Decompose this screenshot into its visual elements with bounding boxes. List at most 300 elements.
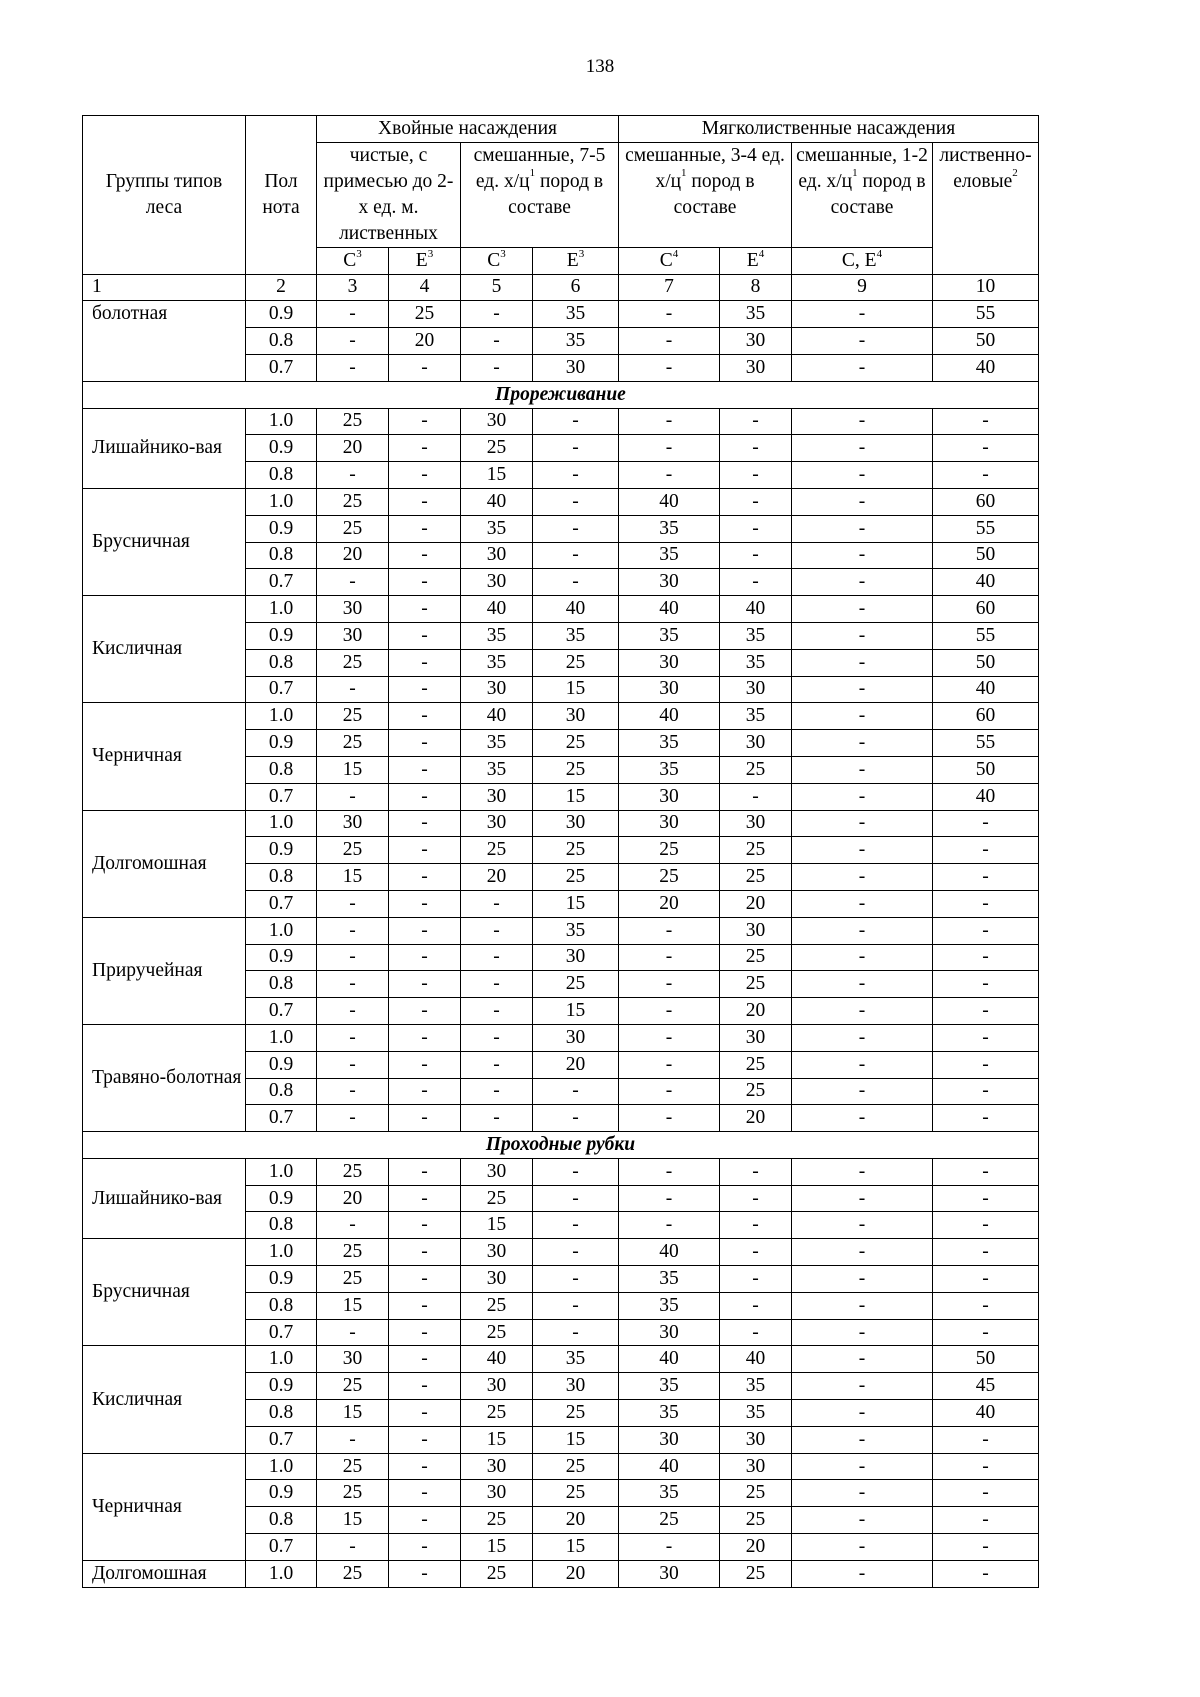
table-cell: -: [792, 1212, 933, 1239]
table-cell: 15: [317, 1507, 389, 1534]
table-cell: 35: [461, 515, 533, 542]
table-cell: -: [720, 435, 792, 462]
table-cell: -: [389, 998, 461, 1025]
table-cell: 25: [461, 435, 533, 462]
table-cell: 40: [619, 1346, 720, 1373]
table-cell: -: [461, 1051, 533, 1078]
table-cell: 30: [317, 810, 389, 837]
table-cell: -: [389, 1158, 461, 1185]
table-cell: -: [933, 890, 1039, 917]
table-cell: -: [792, 301, 933, 328]
table-cell: -: [533, 515, 619, 542]
table-cell: -: [720, 1239, 792, 1266]
table-cell: -: [317, 569, 389, 596]
table-cell: 30: [720, 1024, 792, 1051]
table-cell: -: [619, 971, 720, 998]
table-cell: -: [389, 864, 461, 891]
table-cell: 15: [317, 1400, 389, 1427]
table-cell: -: [389, 649, 461, 676]
table-cell: -: [792, 1105, 933, 1132]
table-cell: -: [533, 569, 619, 596]
table-cell: 35: [619, 730, 720, 757]
table-cell: -: [792, 462, 933, 489]
table-cell: -: [389, 917, 461, 944]
table-cell: -: [533, 542, 619, 569]
table-cell: 30: [461, 408, 533, 435]
table-cell: -: [389, 730, 461, 757]
table-cell: -: [461, 998, 533, 1025]
column-numbers-row: [83, 274, 1039, 301]
table-cell: 30: [317, 1346, 389, 1373]
table-cell: -: [792, 1400, 933, 1427]
column-number: 6: [533, 274, 619, 301]
header-species: С, $Е^4$: [792, 247, 933, 274]
table-cell: -: [389, 569, 461, 596]
table-cell: 60: [933, 596, 1039, 623]
table-cell: 35: [720, 649, 792, 676]
table-cell: -: [317, 1051, 389, 1078]
table-cell: -: [792, 1051, 933, 1078]
table-cell: 55: [933, 301, 1039, 328]
table-cell: -: [792, 569, 933, 596]
table-cell: -: [933, 1534, 1039, 1561]
table-cell: 25: [461, 1507, 533, 1534]
table-cell: 30: [461, 1239, 533, 1266]
table-cell: -: [317, 676, 389, 703]
table-cell: 30: [720, 328, 792, 355]
table-cell: -: [933, 917, 1039, 944]
table-cell: 40: [461, 596, 533, 623]
table-cell: 1.0: [246, 1239, 317, 1266]
table-cell: 30: [720, 730, 792, 757]
table-cell: 25: [533, 1400, 619, 1427]
table-cell: 30: [720, 1426, 792, 1453]
table-cell: -: [792, 864, 933, 891]
table-cell: 25: [317, 488, 389, 515]
table-cell: 35: [720, 1400, 792, 1427]
header-softwood: Мягколиственные насаждения: [619, 116, 1039, 143]
table-cell: -: [792, 1078, 933, 1105]
table-cell: -: [933, 435, 1039, 462]
forest-group-name: Лишайнико-вая: [83, 1158, 246, 1238]
table-cell: -: [933, 1078, 1039, 1105]
table-cell: -: [792, 971, 933, 998]
table-cell: -: [389, 488, 461, 515]
table-cell: 35: [720, 622, 792, 649]
table-cell: 30: [720, 917, 792, 944]
table-cell: -: [317, 354, 389, 381]
table-cell: 25: [533, 1453, 619, 1480]
table-cell: 30: [317, 596, 389, 623]
table-cell: 30: [533, 354, 619, 381]
table-cell: -: [619, 1105, 720, 1132]
header-species: $С^4$: [619, 247, 720, 274]
table-cell: -: [389, 354, 461, 381]
table-cell: -: [792, 1480, 933, 1507]
header-species: $С^3$: [461, 247, 533, 274]
table-cell: -: [792, 944, 933, 971]
table-cell: 30: [461, 1453, 533, 1480]
table-cell: 15: [317, 864, 389, 891]
table-cell: 0.7: [246, 354, 317, 381]
table-cell: -: [792, 1373, 933, 1400]
table-row: [83, 1024, 1039, 1051]
table-cell: -: [933, 837, 1039, 864]
table-cell: 30: [461, 569, 533, 596]
table-cell: 1.0: [246, 408, 317, 435]
table-cell: 0.8: [246, 1400, 317, 1427]
table-cell: 45: [933, 1373, 1039, 1400]
table-cell: -: [389, 1480, 461, 1507]
table-cell: -: [720, 462, 792, 489]
table-cell: 35: [533, 328, 619, 355]
table-cell: -: [792, 622, 933, 649]
table-cell: 35: [533, 301, 619, 328]
table-cell: 30: [619, 1426, 720, 1453]
table-cell: 0.9: [246, 730, 317, 757]
table-cell: 30: [619, 1560, 720, 1587]
table-cell: -: [389, 1024, 461, 1051]
table-cell: 35: [619, 1266, 720, 1293]
table-cell: 0.8: [246, 328, 317, 355]
table-cell: -: [720, 542, 792, 569]
table-cell: -: [389, 596, 461, 623]
table-cell: 20: [720, 1105, 792, 1132]
column-number: 3: [317, 274, 389, 301]
table-cell: 35: [533, 917, 619, 944]
table-cell: 30: [619, 569, 720, 596]
table-cell: 1.0: [246, 1024, 317, 1051]
table-cell: 40: [461, 488, 533, 515]
table-cell: 0.8: [246, 756, 317, 783]
table-cell: -: [619, 462, 720, 489]
table-cell: 25: [720, 1078, 792, 1105]
table-cell: -: [389, 1560, 461, 1587]
table-cell: -: [317, 783, 389, 810]
table-cell: -: [389, 1400, 461, 1427]
table-cell: 20: [317, 542, 389, 569]
table-cell: 15: [533, 1426, 619, 1453]
column-number: 10: [933, 274, 1039, 301]
table-cell: 0.7: [246, 569, 317, 596]
table-cell: -: [619, 1051, 720, 1078]
table-cell: -: [933, 1560, 1039, 1587]
table-cell: -: [533, 1292, 619, 1319]
table-cell: 40: [933, 783, 1039, 810]
table-cell: 35: [619, 1400, 720, 1427]
table-cell: -: [317, 944, 389, 971]
forest-group-name: Черничная: [83, 1453, 246, 1560]
header-subgroup: чистые, с примесью до 2-х ед. м. лиственных: [317, 142, 461, 247]
table-cell: -: [933, 1185, 1039, 1212]
table-cell: -: [533, 1319, 619, 1346]
table-cell: -: [461, 301, 533, 328]
table-cell: -: [317, 998, 389, 1025]
table-cell: 0.8: [246, 649, 317, 676]
table-cell: -: [792, 1185, 933, 1212]
table-cell: -: [389, 622, 461, 649]
header-row: [83, 116, 1039, 143]
table-cell: 0.7: [246, 1426, 317, 1453]
table-cell: -: [317, 917, 389, 944]
table-cell: -: [389, 408, 461, 435]
table-cell: 1.0: [246, 917, 317, 944]
page-number: 138: [585, 56, 615, 77]
table-cell: -: [933, 1480, 1039, 1507]
table-cell: 30: [461, 676, 533, 703]
table-cell: -: [389, 1078, 461, 1105]
table-cell: 25: [533, 1480, 619, 1507]
table-cell: 30: [619, 810, 720, 837]
table-cell: 1.0: [246, 1560, 317, 1587]
table-cell: -: [533, 1212, 619, 1239]
table-cell: -: [792, 1346, 933, 1373]
table-cell: 25: [619, 837, 720, 864]
table-cell: -: [389, 1212, 461, 1239]
table-cell: 40: [619, 488, 720, 515]
table-cell: -: [933, 1292, 1039, 1319]
table-cell: 60: [933, 703, 1039, 730]
forest-group-name: Долгомошная: [83, 810, 246, 917]
table-cell: -: [389, 1185, 461, 1212]
table-cell: -: [389, 783, 461, 810]
table-cell: -: [619, 328, 720, 355]
table-cell: -: [792, 1453, 933, 1480]
table-cell: 40: [720, 1346, 792, 1373]
table-cell: 0.9: [246, 1185, 317, 1212]
table-cell: -: [533, 435, 619, 462]
forest-group-name: Долгомошная: [83, 1560, 246, 1587]
table-cell: 15: [317, 1292, 389, 1319]
table-cell: -: [933, 1024, 1039, 1051]
table-cell: 35: [461, 649, 533, 676]
table-cell: -: [461, 890, 533, 917]
table-cell: 30: [720, 810, 792, 837]
table-cell: -: [619, 301, 720, 328]
table-cell: 30: [461, 810, 533, 837]
table-cell: -: [619, 1158, 720, 1185]
table-cell: 35: [619, 622, 720, 649]
table-cell: -: [533, 1239, 619, 1266]
table-cell: 25: [317, 408, 389, 435]
table-cell: -: [389, 1534, 461, 1561]
table-cell: 25: [389, 301, 461, 328]
table-cell: 40: [933, 354, 1039, 381]
table-cell: 30: [461, 783, 533, 810]
table-cell: -: [933, 944, 1039, 971]
table-cell: 30: [619, 783, 720, 810]
table-cell: -: [933, 998, 1039, 1025]
table-cell: 35: [619, 1292, 720, 1319]
table-cell: 1.0: [246, 1346, 317, 1373]
table-cell: -: [461, 1024, 533, 1051]
table-cell: 20: [317, 1185, 389, 1212]
table-cell: -: [720, 1185, 792, 1212]
table-cell: 25: [533, 649, 619, 676]
table-cell: -: [317, 1024, 389, 1051]
header-species: $С^3$: [317, 247, 389, 274]
table-cell: -: [317, 971, 389, 998]
table-cell: 20: [619, 890, 720, 917]
table-cell: -: [389, 1319, 461, 1346]
table-cell: -: [389, 462, 461, 489]
table-cell: 25: [720, 944, 792, 971]
table-cell: -: [389, 542, 461, 569]
header-forest-groups: Группы типов леса: [83, 116, 246, 275]
table-cell: 15: [533, 998, 619, 1025]
table-cell: 0.7: [246, 783, 317, 810]
table-cell: -: [720, 569, 792, 596]
table-cell: 15: [533, 783, 619, 810]
table-cell: 55: [933, 730, 1039, 757]
table-cell: 0.8: [246, 864, 317, 891]
table-cell: 35: [461, 622, 533, 649]
table-cell: -: [792, 649, 933, 676]
table-cell: 0.7: [246, 1319, 317, 1346]
table-cell: -: [533, 1185, 619, 1212]
table-cell: 0.8: [246, 542, 317, 569]
table-cell: -: [533, 1266, 619, 1293]
table-cell: 25: [317, 1239, 389, 1266]
table-cell: -: [533, 408, 619, 435]
table-cell: 25: [720, 1560, 792, 1587]
table-cell: 35: [619, 1480, 720, 1507]
table-cell: 1.0: [246, 1453, 317, 1480]
table-cell: -: [792, 596, 933, 623]
table-cell: 25: [317, 730, 389, 757]
table-cell: -: [619, 1212, 720, 1239]
table-cell: 25: [533, 864, 619, 891]
table-cell: -: [792, 1560, 933, 1587]
table-cell: -: [317, 1078, 389, 1105]
table-cell: -: [720, 408, 792, 435]
table-row: [83, 488, 1039, 515]
header-density: Пол нота: [246, 116, 317, 275]
table-cell: 15: [461, 1534, 533, 1561]
table-cell: -: [619, 1024, 720, 1051]
table-cell: 35: [720, 1373, 792, 1400]
table-cell: 0.7: [246, 1105, 317, 1132]
table-cell: 0.8: [246, 1078, 317, 1105]
header-species: $Е^4$: [720, 247, 792, 274]
table-cell: -: [792, 998, 933, 1025]
table-row: [83, 596, 1039, 623]
table-cell: 25: [317, 1373, 389, 1400]
table-cell: 0.8: [246, 1292, 317, 1319]
table-cell: 30: [720, 1453, 792, 1480]
table-cell: 0.9: [246, 837, 317, 864]
header-species: $Е^3$: [389, 247, 461, 274]
table-cell: 25: [619, 864, 720, 891]
header-species: $Е^3$: [533, 247, 619, 274]
table-cell: 0.7: [246, 890, 317, 917]
table-cell: -: [933, 462, 1039, 489]
table-cell: -: [317, 890, 389, 917]
table-cell: 30: [533, 1024, 619, 1051]
table-cell: -: [792, 1534, 933, 1561]
table-cell: 35: [720, 301, 792, 328]
table-cell: 25: [720, 756, 792, 783]
table-cell: -: [461, 944, 533, 971]
table-cell: 50: [933, 1346, 1039, 1373]
table-cell: -: [792, 810, 933, 837]
table-cell: 25: [720, 971, 792, 998]
table-cell: 0.7: [246, 1534, 317, 1561]
table-cell: -: [720, 783, 792, 810]
table-cell: 60: [933, 488, 1039, 515]
table-cell: 15: [317, 756, 389, 783]
table-cell: -: [389, 971, 461, 998]
table-cell: 25: [317, 1266, 389, 1293]
table-cell: -: [461, 1078, 533, 1105]
table-cell: 1.0: [246, 810, 317, 837]
table-cell: 25: [317, 1480, 389, 1507]
table-row: [83, 703, 1039, 730]
table-cell: -: [317, 301, 389, 328]
table-cell: -: [792, 1239, 933, 1266]
forest-thinning-table: [82, 115, 1039, 1588]
table-cell: -: [792, 408, 933, 435]
table-cell: -: [619, 917, 720, 944]
table-cell: -: [933, 1319, 1039, 1346]
table-cell: 15: [461, 462, 533, 489]
table-cell: 20: [533, 1507, 619, 1534]
table-cell: -: [792, 328, 933, 355]
table-cell: 0.9: [246, 435, 317, 462]
table-cell: -: [792, 730, 933, 757]
table-cell: 25: [461, 837, 533, 864]
table-cell: 0.7: [246, 998, 317, 1025]
table-cell: -: [792, 1024, 933, 1051]
table-cell: -: [720, 1266, 792, 1293]
header-subgroup: смешанные, 3-4 ед. $х/ц^1$ пород в составе: [619, 142, 792, 247]
table-cell: -: [317, 1105, 389, 1132]
table-cell: -: [933, 1507, 1039, 1534]
table-cell: -: [720, 1292, 792, 1319]
table-cell: -: [792, 488, 933, 515]
table-cell: -: [720, 1212, 792, 1239]
table-cell: -: [792, 354, 933, 381]
table-cell: -: [389, 944, 461, 971]
table-cell: 25: [461, 1292, 533, 1319]
table-cell: -: [389, 703, 461, 730]
table-cell: 25: [317, 1158, 389, 1185]
column-number: 8: [720, 274, 792, 301]
table-cell: -: [389, 837, 461, 864]
table-cell: 30: [461, 1158, 533, 1185]
table-cell: 25: [317, 515, 389, 542]
table-cell: -: [317, 1534, 389, 1561]
table-cell: 40: [619, 1239, 720, 1266]
forest-group-name: Приручейная: [83, 917, 246, 1024]
table-cell: -: [933, 1212, 1039, 1239]
table-cell: 25: [461, 1400, 533, 1427]
table-cell: -: [792, 1158, 933, 1185]
table-cell: 30: [533, 810, 619, 837]
table-cell: 25: [720, 1480, 792, 1507]
table-cell: 35: [461, 756, 533, 783]
table-cell: -: [792, 917, 933, 944]
table-cell: 20: [720, 998, 792, 1025]
table-cell: -: [933, 864, 1039, 891]
table-cell: -: [792, 890, 933, 917]
table-cell: -: [792, 1266, 933, 1293]
forest-group-name: Лишайнико-вая: [83, 408, 246, 488]
table-cell: -: [792, 1292, 933, 1319]
table-cell: 1.0: [246, 1158, 317, 1185]
table-cell: 25: [720, 864, 792, 891]
table-cell: 40: [933, 1400, 1039, 1427]
